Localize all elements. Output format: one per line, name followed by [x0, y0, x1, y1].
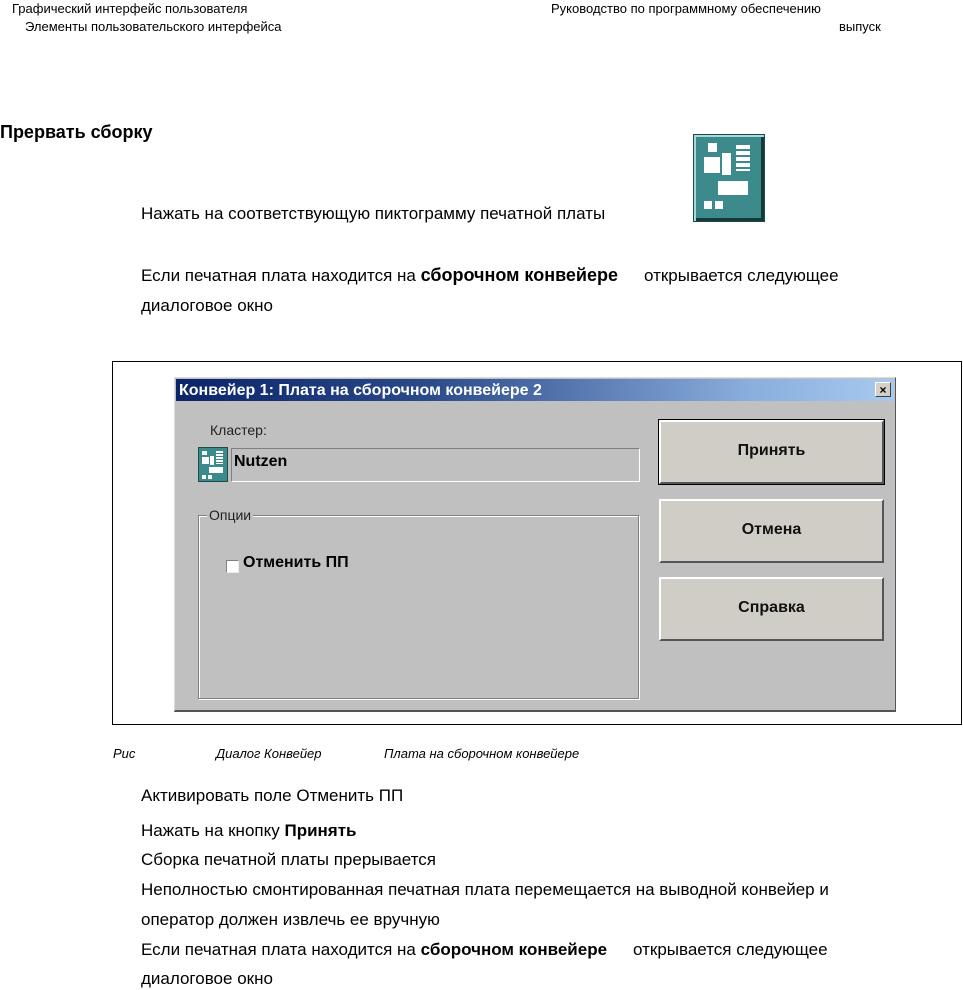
figure-caption-prefix: Рис [113, 746, 136, 761]
section-title: Прервать сборку [0, 122, 153, 142]
options-group [198, 507, 639, 699]
pcb-icon[interactable] [693, 134, 765, 222]
cancel-pcb-checkbox-label[interactable]: Отменить ПП [243, 554, 349, 571]
bold-term: сборочном конвейере [420, 265, 618, 285]
conveyor-dialog [174, 377, 896, 712]
step-press-accept [141, 821, 357, 841]
pcb-component [202, 457, 209, 464]
step-if-conveyor-text-line2: диалоговое окно [141, 296, 273, 315]
text-fragment: Если печатная плата находится на [141, 266, 421, 285]
pcb-chip-grid [216, 451, 223, 464]
header-left-title: Графический интерфейс пользователя [12, 1, 248, 16]
header-right-title: Руководство по программному обеспечению [551, 1, 821, 16]
dialog-titlebar[interactable] [176, 379, 894, 401]
cluster-label: Кластер: [210, 422, 267, 438]
step-activate-field: Активировать поле Отменить ПП [141, 786, 404, 805]
close-icon: × [879, 383, 887, 397]
step-result-text: Сборка печатной платы прерывается [141, 850, 437, 869]
pcb-component [715, 201, 723, 209]
pcb-component [704, 201, 712, 209]
cluster-field [231, 448, 640, 482]
text-fragment: Если печатная плата находится на [141, 940, 421, 959]
pcb-component [722, 153, 731, 175]
header-left-subtitle: Элементы пользовательского интерфейса [25, 19, 282, 34]
pcb-component [202, 451, 207, 455]
pcb-icon [198, 447, 228, 482]
step-if-conveyor-repeat [141, 940, 828, 960]
close-button[interactable] [875, 382, 891, 397]
text-fragment: Нажать на кнопку [141, 821, 285, 840]
pcb-component [708, 143, 717, 152]
bold-term: сборочном конвейере [420, 940, 608, 959]
pcb-chip-grid [736, 145, 750, 171]
bold-term: Принять [284, 821, 357, 840]
accept-button[interactable]: Принять [659, 420, 884, 484]
step-click-icon-text: Нажать на соответствующую пиктограмму печатной платы [141, 204, 606, 223]
cluster-value: Nutzen [234, 453, 288, 470]
dialog-title: Конвейер 1: Плата на сборочном конвейере 2 [179, 382, 542, 399]
options-legend: Опции [209, 507, 252, 523]
pcb-component [209, 467, 223, 473]
pcb-component [202, 475, 206, 479]
step-result-detail-line1: Неполностью смонтированная печатная плата перемещается на выводной конвейер и [141, 880, 829, 899]
cancel-button[interactable]: Отмена [659, 499, 884, 563]
figure-caption-part1: Диалог Конвейер [216, 746, 322, 761]
help-button[interactable]: Справка [659, 577, 884, 641]
pcb-component [718, 181, 748, 195]
cancel-pcb-checkbox[interactable] [226, 560, 239, 573]
pcb-component [704, 157, 720, 173]
step-if-conveyor-text [141, 265, 839, 286]
pcb-component [210, 456, 214, 465]
header-right-subtitle: выпуск [839, 19, 881, 34]
text-fragment: открывается следующее [644, 266, 839, 285]
step-result-detail-line2: оператор должен извлечь ее вручную [141, 910, 440, 929]
step-if-conveyor-repeat-line2: диалоговое окно [141, 969, 273, 988]
pcb-component [208, 475, 212, 479]
figure-caption-part2: Плата на сборочном конвейере [384, 746, 580, 761]
text-fragment: открывается следующее [633, 940, 828, 959]
